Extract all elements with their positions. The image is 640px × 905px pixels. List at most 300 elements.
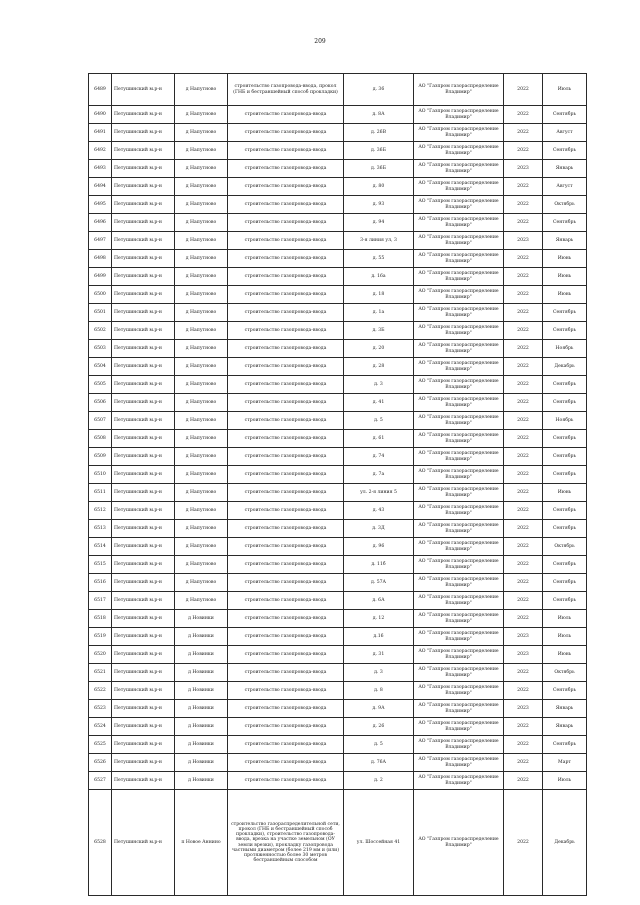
organization-cell: АО "Газпром газораспределение Владимир" [414, 376, 504, 394]
year-cell: 2022 [504, 790, 543, 896]
row-number: 6521 [89, 664, 112, 682]
village-cell: д Напутново [175, 556, 228, 574]
month-cell: Сентябрь [543, 736, 587, 754]
organization-cell: АО "Газпром газораспределение Владимир" [414, 394, 504, 412]
row-number: 6508 [89, 430, 112, 448]
row-number: 6526 [89, 754, 112, 772]
village-cell: д Новинки [175, 628, 228, 646]
work-description-cell: строительство газопровода-ввода [228, 376, 344, 394]
year-cell: 2022 [504, 430, 543, 448]
month-cell: Сентябрь [543, 430, 587, 448]
work-description-cell: строительство газопровода-ввода [228, 646, 344, 664]
year-cell: 2022 [504, 484, 543, 502]
year-cell: 2022 [504, 214, 543, 232]
address-cell: д. 41 [344, 394, 414, 412]
village-cell: д Напутново [175, 196, 228, 214]
district-cell: Петушинский м.р-н [112, 718, 175, 736]
year-cell: 2022 [504, 502, 543, 520]
work-description-cell: строительство газопровода-ввода [228, 592, 344, 610]
district-cell: Петушинский м.р-н [112, 466, 175, 484]
address-cell: д. 18 [344, 286, 414, 304]
address-cell: д. 74 [344, 448, 414, 466]
district-cell: Петушинский м.р-н [112, 700, 175, 718]
page-number: 209 [314, 38, 326, 45]
organization-cell: АО "Газпром газораспределение Владимир" [414, 646, 504, 664]
row-number: 6489 [89, 74, 112, 106]
village-cell: д Напутново [175, 502, 228, 520]
row-number: 6500 [89, 286, 112, 304]
row-number: 6525 [89, 736, 112, 754]
table-row [89, 286, 587, 304]
organization-cell: АО "Газпром газораспределение Владимир" [414, 412, 504, 430]
month-cell: Январь [543, 700, 587, 718]
district-cell: Петушинский м.р-н [112, 340, 175, 358]
table-row [89, 142, 587, 160]
village-cell: д Новинки [175, 736, 228, 754]
organization-cell: АО "Газпром газораспределение Владимир" [414, 538, 504, 556]
district-cell: Петушинский м.р-н [112, 106, 175, 124]
month-cell: Сентябрь [543, 142, 587, 160]
month-cell: Январь [543, 160, 587, 178]
district-cell: Петушинский м.р-н [112, 682, 175, 700]
district-cell: Петушинский м.р-н [112, 502, 175, 520]
row-number: 6516 [89, 574, 112, 592]
month-cell: Сентябрь [543, 592, 587, 610]
organization-cell: АО "Газпром газораспределение Владимир" [414, 142, 504, 160]
organization-cell: АО "Газпром газораспределение Владимир" [414, 790, 504, 896]
table-row [89, 718, 587, 736]
work-description-cell: строительство газопровода-ввода [228, 700, 344, 718]
work-description-cell: строительство газопровода-ввода [228, 682, 344, 700]
month-cell: Сентябрь [543, 574, 587, 592]
year-cell: 2022 [504, 286, 543, 304]
table-row [89, 484, 587, 502]
work-description-cell: строительство газопровода-ввода [228, 502, 344, 520]
month-cell: Июль [543, 74, 587, 106]
village-cell: д Напутново [175, 592, 228, 610]
year-cell: 2022 [504, 538, 543, 556]
address-cell: д. 94 [344, 214, 414, 232]
organization-cell: АО "Газпром газораспределение Владимир" [414, 268, 504, 286]
district-cell: Петушинский м.р-н [112, 412, 175, 430]
village-cell: д Напутново [175, 268, 228, 286]
year-cell: 2023 [504, 700, 543, 718]
row-number: 6528 [89, 790, 112, 896]
month-cell: Июль [543, 772, 587, 790]
organization-cell: АО "Газпром газораспределение Владимир" [414, 610, 504, 628]
village-cell: п Новое Аннино [175, 790, 228, 896]
district-cell: Петушинский м.р-н [112, 376, 175, 394]
year-cell: 2022 [504, 448, 543, 466]
work-description-cell: строительство газопровода-ввода [228, 106, 344, 124]
year-cell: 2022 [504, 124, 543, 142]
district-cell: Петушинский м.р-н [112, 286, 175, 304]
year-cell: 2022 [504, 556, 543, 574]
work-description-cell: строительство газопровода-ввода [228, 484, 344, 502]
table-row [89, 178, 587, 196]
row-number: 6523 [89, 700, 112, 718]
year-cell: 2023 [504, 646, 543, 664]
village-cell: д Напутново [175, 106, 228, 124]
year-cell: 2022 [504, 394, 543, 412]
year-cell: 2022 [504, 592, 543, 610]
row-number: 6513 [89, 520, 112, 538]
address-cell: д. 11б [344, 556, 414, 574]
row-number: 6509 [89, 448, 112, 466]
organization-cell: АО "Газпром газораспределение Владимир" [414, 556, 504, 574]
village-cell: д Напутново [175, 358, 228, 376]
work-description-cell: строительство газопровода-ввода [228, 538, 344, 556]
month-cell: Декабрь [543, 790, 587, 896]
village-cell: д Напутново [175, 340, 228, 358]
year-cell: 2022 [504, 340, 543, 358]
row-number: 6506 [89, 394, 112, 412]
table-row [89, 124, 587, 142]
organization-cell: АО "Газпром газораспределение Владимир" [414, 322, 504, 340]
district-cell: Петушинский м.р-н [112, 448, 175, 466]
month-cell: Сентябрь [543, 466, 587, 484]
row-number: 6490 [89, 106, 112, 124]
row-number: 6505 [89, 376, 112, 394]
month-cell: Январь [543, 718, 587, 736]
address-cell: д. 16а [344, 268, 414, 286]
village-cell: д Напутново [175, 286, 228, 304]
month-cell: Сентябрь [543, 106, 587, 124]
table-row [89, 736, 587, 754]
year-cell: 2022 [504, 268, 543, 286]
row-number: 6512 [89, 502, 112, 520]
address-cell: д.16 [344, 628, 414, 646]
table-row [89, 196, 587, 214]
work-description-cell: строительство газопровода-ввода [228, 628, 344, 646]
work-description-cell: строительство газопровода-ввода [228, 340, 344, 358]
year-cell: 2022 [504, 574, 543, 592]
address-cell: д. 26В [344, 124, 414, 142]
district-cell: Петушинский м.р-н [112, 394, 175, 412]
district-cell: Петушинский м.р-н [112, 790, 175, 896]
village-cell: д Напутново [175, 322, 228, 340]
table-row [89, 340, 587, 358]
month-cell: Ноябрь [543, 412, 587, 430]
row-number: 6494 [89, 178, 112, 196]
work-description-cell: строительство газопровода-ввода [228, 286, 344, 304]
table-row [89, 664, 587, 682]
address-cell: д. 36Б [344, 160, 414, 178]
address-cell: д. 31 [344, 646, 414, 664]
address-cell: д. 36Б [344, 142, 414, 160]
month-cell: Июнь [543, 286, 587, 304]
table-row [89, 574, 587, 592]
address-cell: д. 5 [344, 736, 414, 754]
district-cell: Петушинский м.р-н [112, 646, 175, 664]
village-cell: д Напутново [175, 394, 228, 412]
month-cell: Июль [543, 628, 587, 646]
table-row [89, 304, 587, 322]
work-description-cell: строительство газопровода-ввода [228, 358, 344, 376]
organization-cell: АО "Газпром газораспределение Владимир" [414, 340, 504, 358]
table-row [89, 394, 587, 412]
work-description-cell: строительство газопровода-ввода [228, 466, 344, 484]
work-description-cell: строительство газопровода-ввода [228, 448, 344, 466]
table-row [89, 322, 587, 340]
year-cell: 2022 [504, 322, 543, 340]
address-cell: д. 80 [344, 178, 414, 196]
work-description-cell: строительство газопровода-ввода [228, 394, 344, 412]
organization-cell: АО "Газпром газораспределение Владимир" [414, 178, 504, 196]
year-cell: 2023 [504, 628, 543, 646]
month-cell: Ноябрь [543, 340, 587, 358]
row-number: 6527 [89, 772, 112, 790]
organization-cell: АО "Газпром газораспределение Владимир" [414, 772, 504, 790]
organization-cell: АО "Газпром газораспределение Владимир" [414, 160, 504, 178]
address-cell: д. 20 [344, 340, 414, 358]
district-cell: Петушинский м.р-н [112, 430, 175, 448]
work-description-cell: строительство газопровода-ввода [228, 250, 344, 268]
district-cell: Петушинский м.р-н [112, 160, 175, 178]
work-description-cell: строительство газопровода-ввода [228, 160, 344, 178]
district-cell: Петушинский м.р-н [112, 268, 175, 286]
address-cell: д. 12 [344, 610, 414, 628]
month-cell: Декабрь [543, 358, 587, 376]
row-number: 6501 [89, 304, 112, 322]
address-cell: д. 96 [344, 538, 414, 556]
organization-cell: АО "Газпром газораспределение Владимир" [414, 718, 504, 736]
year-cell: 2022 [504, 682, 543, 700]
work-description-cell: строительство газопровода-ввода [228, 412, 344, 430]
table-row [89, 772, 587, 790]
row-number: 6493 [89, 160, 112, 178]
row-number: 6492 [89, 142, 112, 160]
organization-cell: АО "Газпром газораспределение Владимир" [414, 466, 504, 484]
row-number: 6517 [89, 592, 112, 610]
address-cell: д. 93 [344, 196, 414, 214]
table-row [89, 592, 587, 610]
year-cell: 2022 [504, 376, 543, 394]
organization-cell: АО "Газпром газораспределение Владимир" [414, 754, 504, 772]
table-row [89, 628, 587, 646]
row-number: 6511 [89, 484, 112, 502]
address-cell: д. 28 [344, 358, 414, 376]
village-cell: д Напутново [175, 574, 228, 592]
row-number: 6514 [89, 538, 112, 556]
table-row [89, 502, 587, 520]
work-description-cell: строительство газопровода-ввода [228, 772, 344, 790]
district-cell: Петушинский м.р-н [112, 214, 175, 232]
district-cell: Петушинский м.р-н [112, 358, 175, 376]
organization-cell: АО "Газпром газораспределение Владимир" [414, 304, 504, 322]
organization-cell: АО "Газпром газораспределение Владимир" [414, 682, 504, 700]
address-cell: д. 2 [344, 772, 414, 790]
organization-cell: АО "Газпром газораспределение Владимир" [414, 628, 504, 646]
row-number: 6522 [89, 682, 112, 700]
row-number: 6507 [89, 412, 112, 430]
work-description-cell: строительство газопровода-ввода [228, 610, 344, 628]
row-number: 6499 [89, 268, 112, 286]
table-row [89, 646, 587, 664]
year-cell: 2022 [504, 178, 543, 196]
village-cell: д Новинки [175, 700, 228, 718]
district-cell: Петушинский м.р-н [112, 232, 175, 250]
address-cell: д. 55 [344, 250, 414, 268]
table-row [89, 556, 587, 574]
table-row [89, 106, 587, 124]
work-description-cell: строительство газопровода-ввода [228, 520, 344, 538]
organization-cell: АО "Газпром газораспределение Владимир" [414, 448, 504, 466]
organization-cell: АО "Газпром газораспределение Владимир" [414, 484, 504, 502]
village-cell: д Напутново [175, 430, 228, 448]
address-cell: д. 76А [344, 754, 414, 772]
village-cell: д Напутново [175, 74, 228, 106]
month-cell: Октябрь [543, 196, 587, 214]
district-cell: Петушинский м.р-н [112, 322, 175, 340]
organization-cell: АО "Газпром газораспределение Владимир" [414, 74, 504, 106]
month-cell: Январь [543, 232, 587, 250]
address-cell: д. 8А [344, 106, 414, 124]
address-cell: д. 57А [344, 574, 414, 592]
village-cell: д Новинки [175, 664, 228, 682]
address-cell: д. 8 [344, 682, 414, 700]
table-row [89, 682, 587, 700]
table-row [89, 520, 587, 538]
table-row [89, 214, 587, 232]
organization-cell: АО "Газпром газораспределение Владимир" [414, 430, 504, 448]
address-cell: д. 3 [344, 376, 414, 394]
address-cell: д. 6А [344, 592, 414, 610]
month-cell: Июнь [543, 484, 587, 502]
organization-cell: АО "Газпром газораспределение Владимир" [414, 592, 504, 610]
year-cell: 2022 [504, 106, 543, 124]
table-row [89, 700, 587, 718]
village-cell: д Новинки [175, 772, 228, 790]
year-cell: 2022 [504, 466, 543, 484]
month-cell: Сентябрь [543, 448, 587, 466]
work-description-cell: строительство газопровода-ввода [228, 736, 344, 754]
district-cell: Петушинский м.р-н [112, 664, 175, 682]
village-cell: д Напутново [175, 142, 228, 160]
address-cell: д. 7а [344, 466, 414, 484]
village-cell: д Напутново [175, 304, 228, 322]
month-cell: Сентябрь [543, 304, 587, 322]
month-cell: Октябрь [543, 664, 587, 682]
organization-cell: АО "Газпром газораспределение Владимир" [414, 196, 504, 214]
year-cell: 2022 [504, 142, 543, 160]
village-cell: д Напутново [175, 178, 228, 196]
organization-cell: АО "Газпром газораспределение Владимир" [414, 736, 504, 754]
address-cell: д. 5 [344, 412, 414, 430]
row-number: 6497 [89, 232, 112, 250]
address-cell: д. 43 [344, 502, 414, 520]
work-description-cell: строительство газопровода-ввода [228, 556, 344, 574]
table-row [89, 466, 587, 484]
organization-cell: АО "Газпром газораспределение Владимир" [414, 232, 504, 250]
address-cell: д. 3Д [344, 520, 414, 538]
month-cell: Июль [543, 610, 587, 628]
month-cell: Октябрь [543, 538, 587, 556]
organization-cell: АО "Газпром газораспределение Владимир" [414, 502, 504, 520]
organization-cell: АО "Газпром газораспределение Владимир" [414, 664, 504, 682]
organization-cell: АО "Газпром газораспределение Владимир" [414, 286, 504, 304]
table-row [89, 232, 587, 250]
work-description-cell: строительство газопровода-ввода [228, 718, 344, 736]
year-cell: 2023 [504, 160, 543, 178]
table-row [89, 448, 587, 466]
district-cell: Петушинский м.р-н [112, 304, 175, 322]
address-cell: д. 3 [344, 664, 414, 682]
table-row [89, 538, 587, 556]
district-cell: Петушинский м.р-н [112, 772, 175, 790]
row-number: 6503 [89, 340, 112, 358]
district-cell: Петушинский м.р-н [112, 250, 175, 268]
month-cell: Август [543, 124, 587, 142]
work-description-cell: строительство газопровода-ввода [228, 196, 344, 214]
address-cell: д. 26 [344, 718, 414, 736]
month-cell: Сентябрь [543, 556, 587, 574]
work-description-cell: строительство газопровода-ввода [228, 754, 344, 772]
year-cell: 2022 [504, 718, 543, 736]
village-cell: д Напутново [175, 214, 228, 232]
month-cell: Март [543, 754, 587, 772]
work-description-cell: строительство газопровода-ввода [228, 178, 344, 196]
table-row [89, 358, 587, 376]
work-description-cell: строительство газопровода-ввода, прокол (ГНБ и бестраншейный способ прокладки) [228, 74, 344, 106]
district-cell: Петушинский м.р-н [112, 538, 175, 556]
table-row [89, 430, 587, 448]
month-cell: Сентябрь [543, 502, 587, 520]
month-cell: Сентябрь [543, 376, 587, 394]
work-description-cell: строительство газопровода-ввода [228, 232, 344, 250]
village-cell: д Новинки [175, 646, 228, 664]
village-cell: д Напутново [175, 538, 228, 556]
address-cell: д. 9А [344, 700, 414, 718]
month-cell: Сентябрь [543, 322, 587, 340]
year-cell: 2022 [504, 74, 543, 106]
district-cell: Петушинский м.р-н [112, 520, 175, 538]
district-cell: Петушинский м.р-н [112, 754, 175, 772]
organization-cell: АО "Газпром газораспределение Владимир" [414, 250, 504, 268]
row-number: 6510 [89, 466, 112, 484]
table-row [89, 74, 587, 106]
work-description-cell: строительство газопровода-ввода [228, 322, 344, 340]
village-cell: д Новинки [175, 754, 228, 772]
village-cell: д Новинки [175, 718, 228, 736]
address-cell: д. 36 [344, 74, 414, 106]
year-cell: 2022 [504, 610, 543, 628]
year-cell: 2022 [504, 250, 543, 268]
village-cell: д Напутново [175, 412, 228, 430]
registry-table [88, 73, 587, 896]
work-description-cell: строительство газопровода-ввода [228, 304, 344, 322]
year-cell: 2022 [504, 520, 543, 538]
month-cell: Сентябрь [543, 214, 587, 232]
work-description-cell: строительство газопровода-ввода [228, 574, 344, 592]
year-cell: 2022 [504, 736, 543, 754]
row-number: 6498 [89, 250, 112, 268]
district-cell: Петушинский м.р-н [112, 556, 175, 574]
row-number: 6496 [89, 214, 112, 232]
village-cell: д Напутново [175, 520, 228, 538]
row-number: 6504 [89, 358, 112, 376]
village-cell: д Напутново [175, 160, 228, 178]
district-cell: Петушинский м.р-н [112, 124, 175, 142]
address-cell: ул. 2-я линия 5 [344, 484, 414, 502]
month-cell: Сентябрь [543, 394, 587, 412]
district-cell: Петушинский м.р-н [112, 592, 175, 610]
village-cell: д Напутново [175, 448, 228, 466]
district-cell: Петушинский м.р-н [112, 610, 175, 628]
month-cell: Сентябрь [543, 682, 587, 700]
address-cell: 3-я линия ул, 3 [344, 232, 414, 250]
district-cell: Петушинский м.р-н [112, 142, 175, 160]
